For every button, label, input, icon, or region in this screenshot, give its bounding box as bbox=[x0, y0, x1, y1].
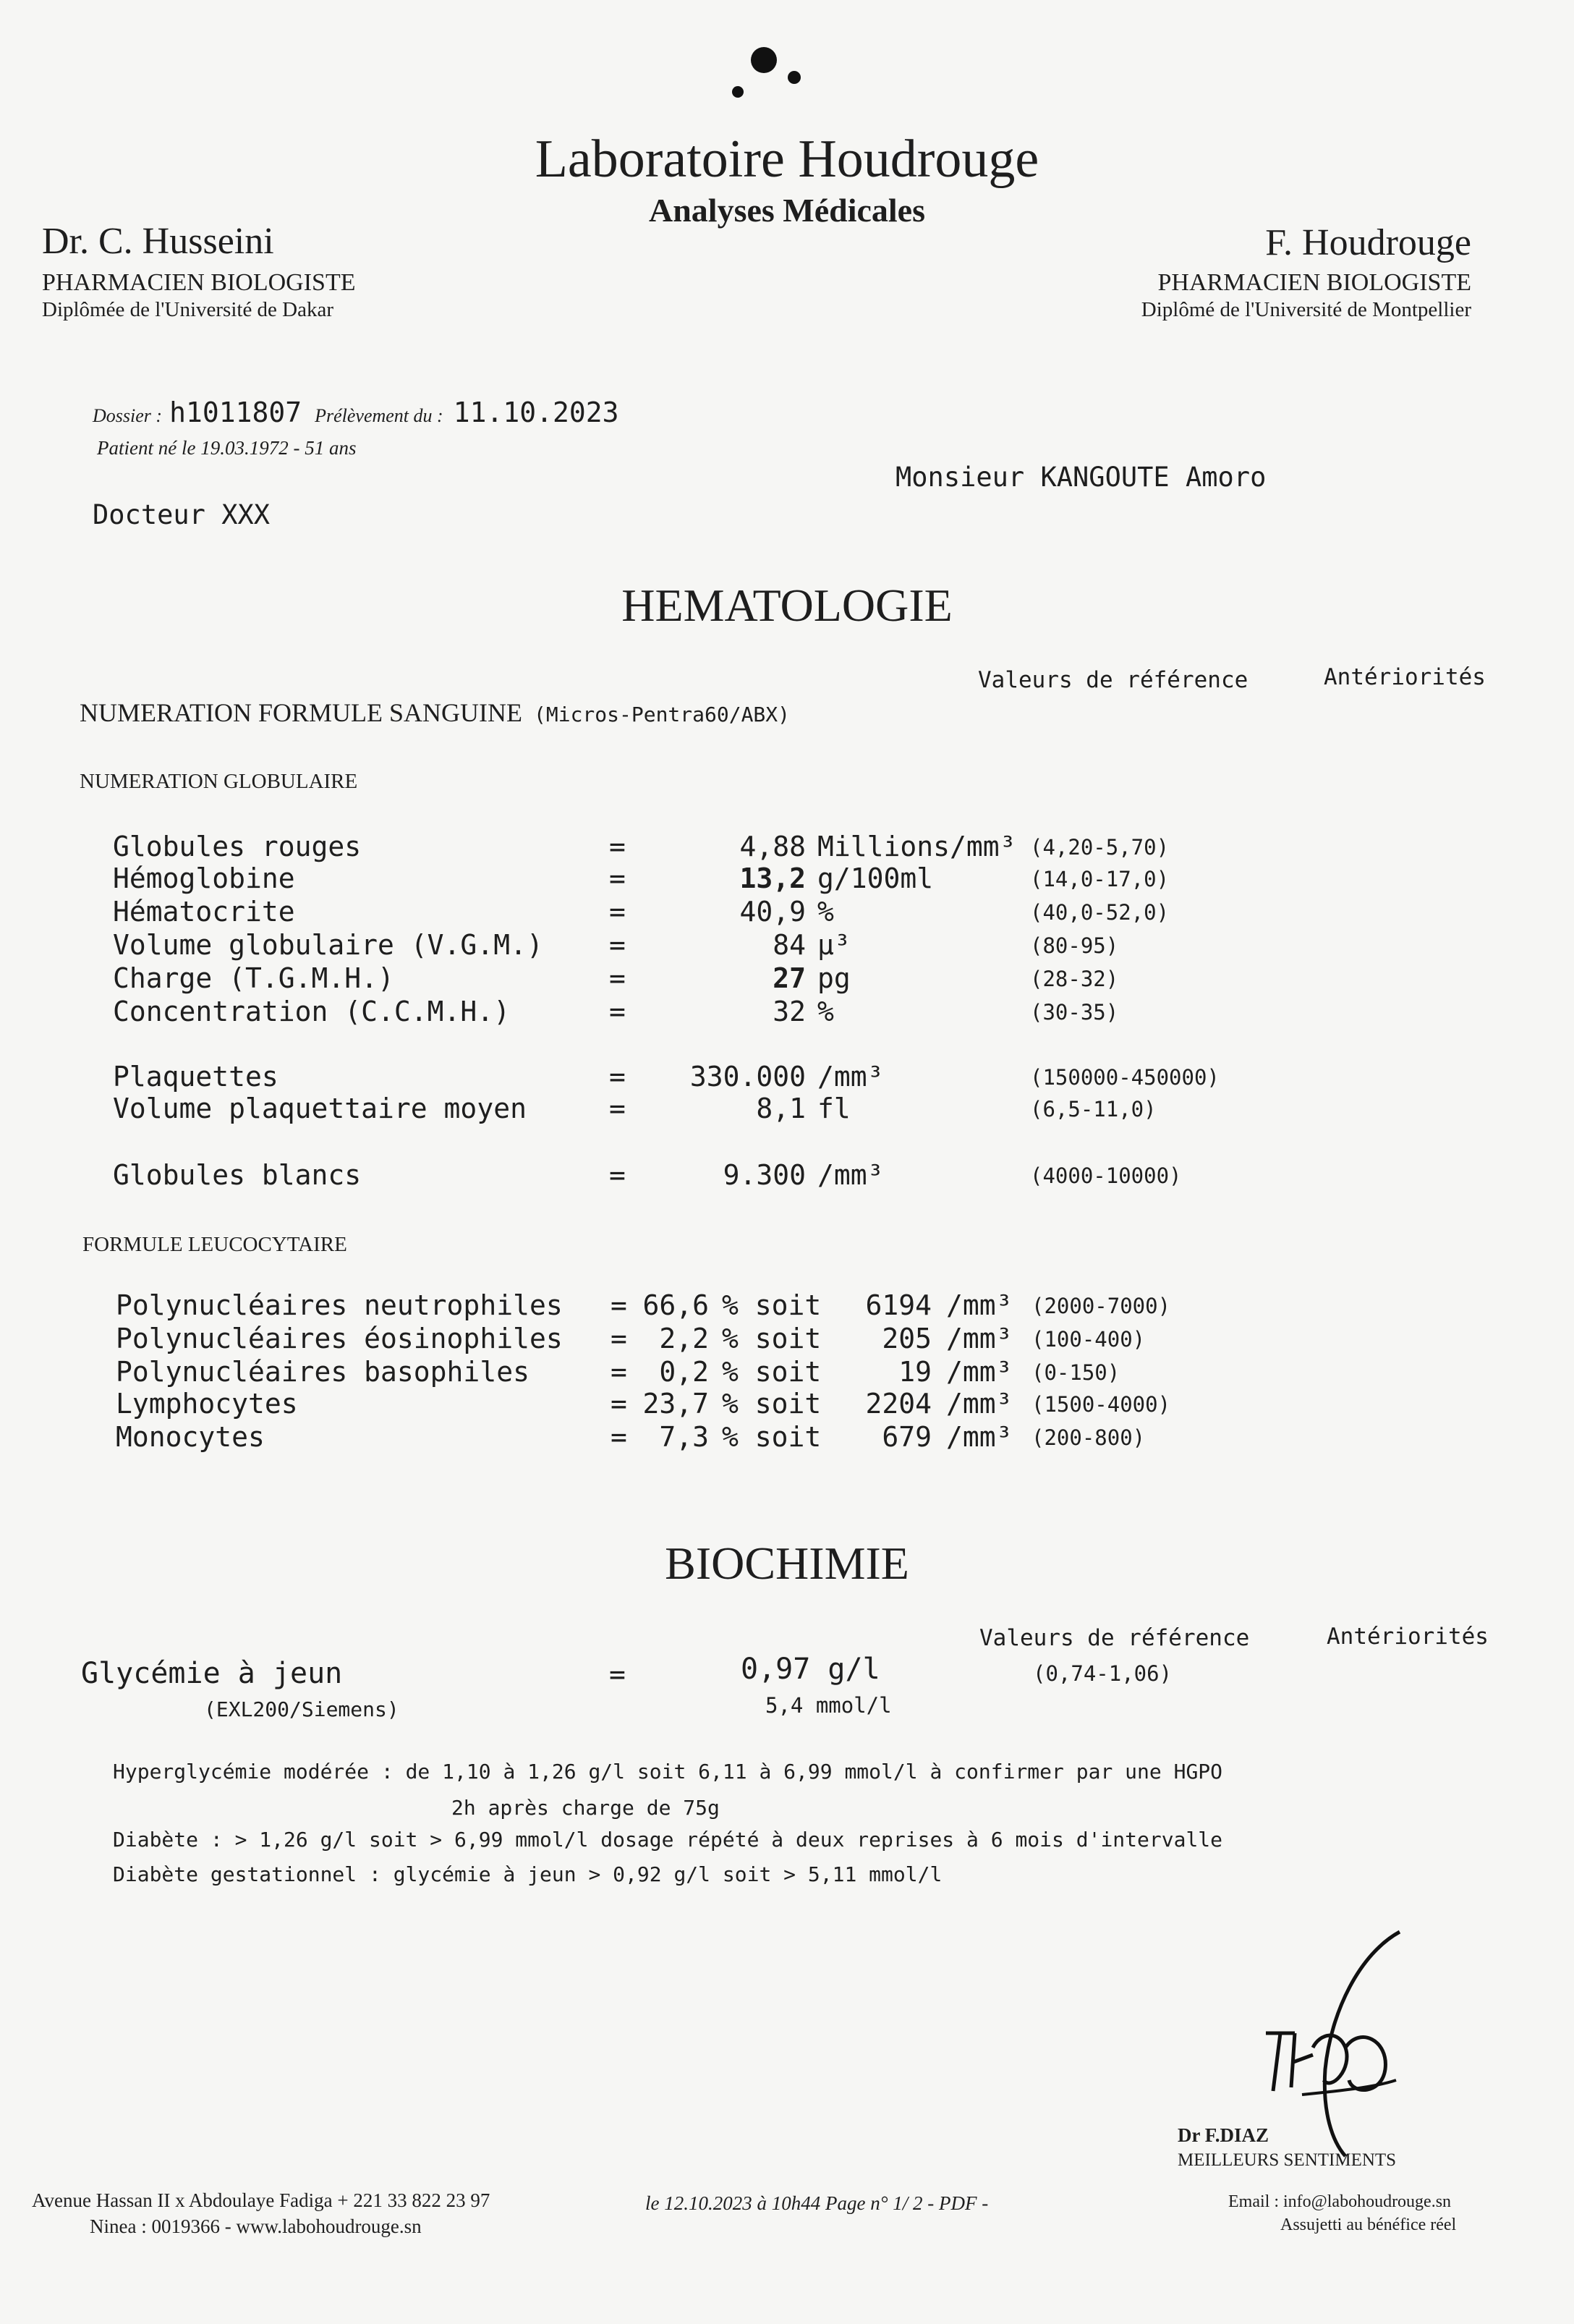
footer-tax: Assujetti au bénéfice réel bbox=[1280, 2215, 1457, 2234]
formule-row bbox=[0, 1289, 1574, 1323]
cell-reference: (0-150) bbox=[1031, 1360, 1120, 1385]
result-unit: /mm³ bbox=[817, 1061, 884, 1093]
cell-percent: 66,6 bbox=[642, 1289, 709, 1321]
note-diabete-gestationnel: Diabète gestationnel : glycémie à jeun > 0,92 g/l soit > 5,11 mmol/l bbox=[113, 1862, 943, 1886]
lab-logo-icon bbox=[723, 40, 810, 105]
lab-name: Laboratoire Houdrouge bbox=[535, 130, 1039, 189]
right-doctor-name: F. Houdrouge bbox=[1265, 222, 1471, 263]
cell-label: Polynucléaires neutrophiles bbox=[116, 1289, 563, 1321]
numeration-title: NUMERATION GLOBULAIRE bbox=[80, 770, 358, 793]
result-reference: (4000-10000) bbox=[1030, 1163, 1182, 1188]
formule-row bbox=[0, 1356, 1574, 1389]
left-doctor-title: PHARMACIEN BIOLOGISTE bbox=[42, 269, 356, 296]
glycemie-eq: = bbox=[609, 1658, 626, 1690]
dossier-label: Dossier : bbox=[93, 405, 163, 426]
glycemie-label: Glycémie à jeun bbox=[81, 1657, 343, 1690]
result-equals: = bbox=[609, 962, 626, 994]
glycemie-ref: (0,74-1,06) bbox=[1033, 1661, 1173, 1686]
result-unit: % bbox=[817, 896, 834, 928]
result-label: Charge (T.G.M.H.) bbox=[113, 962, 394, 994]
hema-row bbox=[0, 1061, 1574, 1094]
result-value: 4,88 bbox=[739, 831, 806, 862]
cell-soit: % soit bbox=[722, 1388, 822, 1420]
footer-ninea: Ninea : 0019366 - www.labohoudrouge.sn bbox=[90, 2215, 422, 2237]
cell-percent: 7,3 bbox=[659, 1421, 709, 1453]
cell-percent: 2,2 bbox=[659, 1323, 709, 1354]
referring-doctor: Docteur XXX bbox=[93, 499, 271, 530]
result-reference: (14,0-17,0) bbox=[1030, 867, 1170, 891]
cell-label: Polynucléaires basophiles bbox=[116, 1356, 529, 1388]
cell-soit: % soit bbox=[722, 1289, 822, 1321]
cell-percent: 0,2 bbox=[659, 1356, 709, 1388]
cell-unit: /mm³ bbox=[946, 1421, 1013, 1453]
result-value: 13,2 bbox=[739, 862, 806, 894]
hema-row bbox=[0, 1159, 1574, 1192]
cell-equals: = bbox=[611, 1323, 627, 1354]
patient-birth: Patient né le 19.03.1972 - 51 ans bbox=[97, 437, 357, 459]
result-value: 32 bbox=[773, 996, 806, 1027]
cell-equals: = bbox=[611, 1289, 627, 1321]
result-label: Hématocrite bbox=[113, 896, 295, 928]
glycemie-method: (EXL200/Siemens) bbox=[204, 1697, 399, 1721]
footer-email: Email : info@labohoudrouge.sn bbox=[1228, 2192, 1452, 2211]
result-equals: = bbox=[609, 1061, 626, 1093]
formule-row bbox=[0, 1388, 1574, 1421]
result-label: Globules blancs bbox=[113, 1159, 362, 1191]
result-equals: = bbox=[609, 996, 626, 1027]
result-unit: /mm³ bbox=[817, 1159, 884, 1191]
result-value: 84 bbox=[773, 929, 806, 961]
result-label: Volume plaquettaire moyen bbox=[113, 1093, 527, 1124]
result-value: 330.000 bbox=[689, 1061, 806, 1093]
hema-row bbox=[0, 896, 1574, 929]
cell-soit: % soit bbox=[722, 1356, 822, 1388]
cell-percent: 23,7 bbox=[642, 1388, 709, 1420]
cell-absolute: 6194 bbox=[865, 1289, 932, 1321]
result-equals: = bbox=[609, 929, 626, 961]
result-value: 9.300 bbox=[723, 1159, 806, 1191]
hema-row bbox=[0, 1093, 1574, 1126]
result-value: 40,9 bbox=[739, 896, 806, 928]
cell-equals: = bbox=[611, 1388, 627, 1420]
result-label: Globules rouges bbox=[113, 831, 362, 862]
result-reference: (80-95) bbox=[1030, 933, 1119, 958]
dossier-line bbox=[93, 396, 618, 428]
cell-reference: (2000-7000) bbox=[1031, 1294, 1171, 1318]
hema-row bbox=[0, 929, 1574, 962]
bio-prev-header: Antériorités bbox=[1327, 1624, 1489, 1650]
result-reference: (30-35) bbox=[1030, 1000, 1119, 1025]
result-unit: Millions/mm³ bbox=[817, 831, 1016, 862]
cell-unit: /mm³ bbox=[946, 1323, 1013, 1354]
cell-absolute: 205 bbox=[882, 1323, 932, 1354]
result-label: Concentration (C.C.M.H.) bbox=[113, 996, 511, 1027]
handwritten-signature bbox=[1251, 1925, 1425, 2163]
right-doctor-diploma: Diplômé de l'Université de Montpellier bbox=[1141, 298, 1471, 321]
cell-soit: % soit bbox=[722, 1421, 822, 1453]
signatory-name: Dr F.DIAZ bbox=[1178, 2124, 1269, 2146]
hema-prev-header: Antériorités bbox=[1324, 664, 1486, 690]
signatory-closing: MEILLEURS SENTIMENTS bbox=[1178, 2150, 1397, 2170]
result-equals: = bbox=[609, 1159, 626, 1191]
result-label: Volume globulaire (V.G.M.) bbox=[113, 929, 543, 961]
formule-row bbox=[0, 1421, 1574, 1454]
bio-ref-header: Valeurs de référence bbox=[979, 1625, 1250, 1651]
result-unit: % bbox=[817, 996, 834, 1027]
hema-row bbox=[0, 862, 1574, 896]
lab-subtitle: Analyses Médicales bbox=[648, 192, 925, 229]
glycemie-mmol: 5,4 mmol/l bbox=[765, 1693, 892, 1718]
cell-unit: /mm³ bbox=[946, 1289, 1013, 1321]
left-doctor-name: Dr. C. Husseini bbox=[42, 221, 274, 262]
result-reference: (28-32) bbox=[1030, 967, 1119, 991]
cell-absolute: 2204 bbox=[865, 1388, 932, 1420]
footer-address: Avenue Hassan II x Abdoulaye Fadiga + 221 33 822 23 97 bbox=[32, 2189, 490, 2211]
note-hgpo: 2h après charge de 75g bbox=[451, 1796, 720, 1820]
result-unit: g/100ml bbox=[817, 862, 934, 894]
result-unit: fl bbox=[817, 1093, 851, 1124]
note-diabete: Diabète : > 1,26 g/l soit > 6,99 mmol/l dosage répété à deux reprises à 6 mois d'intervalle bbox=[113, 1828, 1223, 1852]
hema-row bbox=[0, 996, 1574, 1029]
cell-unit: /mm³ bbox=[946, 1356, 1013, 1388]
result-reference: (4,20-5,70) bbox=[1030, 835, 1170, 860]
result-unit: pg bbox=[817, 962, 851, 994]
biochemistry-title: BIOCHIMIE bbox=[665, 1538, 909, 1589]
left-doctor-diploma: Diplômée de l'Université de Dakar bbox=[42, 298, 334, 321]
hematology-title: HEMATOLOGIE bbox=[621, 580, 953, 631]
cell-reference: (1500-4000) bbox=[1031, 1392, 1171, 1417]
nfs-method: (Micros-Pentra60/ABX) bbox=[534, 703, 791, 726]
result-label: Hémoglobine bbox=[113, 862, 295, 894]
cell-label: Monocytes bbox=[116, 1421, 265, 1453]
right-doctor-title: PHARMACIEN BIOLOGISTE bbox=[1157, 269, 1471, 296]
cell-equals: = bbox=[611, 1421, 627, 1453]
formule-row bbox=[0, 1323, 1574, 1356]
hema-row bbox=[0, 831, 1574, 864]
footer-printed: le 12.10.2023 à 10h44 Page n° 1/ 2 - PDF - bbox=[645, 2192, 989, 2214]
cell-reference: (100-400) bbox=[1031, 1327, 1146, 1352]
prelevement-value: 11.10.2023 bbox=[453, 396, 619, 428]
result-reference: (150000-450000) bbox=[1030, 1065, 1220, 1090]
dossier-value: h1011807 bbox=[169, 396, 302, 428]
cell-label: Polynucléaires éosinophiles bbox=[116, 1323, 563, 1354]
note-hyperglycemie: Hyperglycémie modérée : de 1,10 à 1,26 g/l soit 6,11 à 6,99 mmol/l à confirmer par une HGPO bbox=[113, 1760, 1223, 1784]
result-reference: (6,5-11,0) bbox=[1030, 1097, 1157, 1121]
prelevement-label: Prélèvement du : bbox=[315, 405, 443, 426]
glycemie-value: 0,97 g/l bbox=[741, 1653, 880, 1686]
result-value: 8,1 bbox=[756, 1093, 806, 1124]
cell-absolute: 679 bbox=[882, 1421, 932, 1453]
result-equals: = bbox=[609, 831, 626, 862]
patient-name: Monsieur KANGOUTE Amoro bbox=[896, 462, 1267, 493]
cell-absolute: 19 bbox=[898, 1356, 932, 1388]
result-equals: = bbox=[609, 1093, 626, 1124]
formule-title: FORMULE LEUCOCYTAIRE bbox=[82, 1233, 347, 1256]
hema-ref-header: Valeurs de référence bbox=[978, 667, 1248, 693]
result-unit: µ³ bbox=[817, 929, 851, 961]
cell-soit: % soit bbox=[722, 1323, 822, 1354]
hema-row bbox=[0, 962, 1574, 996]
result-value: 27 bbox=[773, 962, 806, 994]
result-equals: = bbox=[609, 862, 626, 894]
nfs-title-line bbox=[80, 697, 790, 728]
cell-equals: = bbox=[611, 1356, 627, 1388]
cell-unit: /mm³ bbox=[946, 1388, 1013, 1420]
cell-label: Lymphocytes bbox=[116, 1388, 298, 1420]
result-reference: (40,0-52,0) bbox=[1030, 900, 1170, 925]
result-label: Plaquettes bbox=[113, 1061, 278, 1093]
result-equals: = bbox=[609, 896, 626, 928]
cell-reference: (200-800) bbox=[1031, 1425, 1146, 1450]
nfs-title: NUMERATION FORMULE SANGUINE bbox=[80, 698, 522, 727]
